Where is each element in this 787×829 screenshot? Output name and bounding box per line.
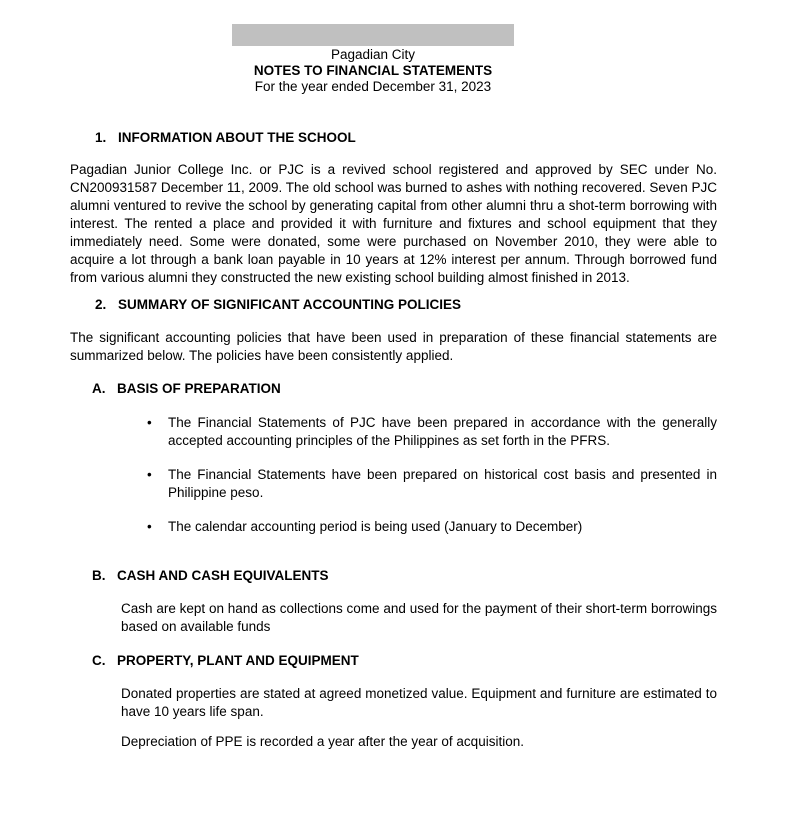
section-b-letter: B. [92,568,106,583]
list-item: • The Financial Statements have been prepared on historical cost basis and presented in Philippine peso. [168,466,717,502]
document-title: NOTES TO FINANCIAL STATEMENTS [253,63,493,78]
section-1-title: INFORMATION ABOUT THE SCHOOL [118,130,356,145]
section-2-number: 2. [95,297,107,312]
section-1-number: 1. [95,130,107,145]
section-1-body: Pagadian Junior College Inc. or PJC is a revived school registered and approved by SEC under No. CN200931587 December 11, 2009. The old school was burned to ashes with nothing recovered. Seven PJC alumni ventured to revive the school by generating capital from other alumni thru a shot-term borrowing with interest. The rented a place and provided it with furniture and fixtures and school equipment that they immediately need. Some were donated, some were purchased on November 2010, they were able to acquire a lot through a bank loan payable in 10 years at 12% interest per annum. Through borrowed fund from various alumni they constructed the new existing school building almost finished in 2013. [70,162,717,285]
section-a-title: BASIS OF PREPARATION [117,381,281,396]
section-c-heading [92,652,717,670]
document-page [0,24,787,829]
section-b-title: CASH AND CASH EQUIVALENTS [117,568,329,583]
list-item: • The calendar accounting period is being used (January to December) [168,518,717,536]
section-c-paragraph-1: Donated properties are stated at agreed monetized value. Equipment and furniture are estimated to have 10 years life span. [121,686,717,719]
section-1-heading [95,129,717,147]
section-2-title: SUMMARY OF SIGNIFICANT ACCOUNTING POLICIES [118,297,462,312]
redacted-name-bar [232,24,514,46]
section-c-title: PROPERTY, PLANT AND EQUIPMENT [117,653,359,668]
basis-of-preparation-list [70,414,717,536]
section-c-letter: C. [92,653,106,668]
section-a-heading [92,380,717,398]
header-city: Pagadian City [330,47,416,62]
document-period: For the year ended December 31, 2023 [254,79,492,94]
section-a-letter: A. [92,381,106,396]
section-2-body: The significant accounting policies that have been used in preparation of these financial statements are summarized below. The policies have been consistently applied. [70,330,717,363]
list-item: • The Financial Statements of PJC have been prepared in accordance with the generally accepted accounting principles of the Philippines as set forth in the PFRS. [168,414,717,450]
section-b-heading [92,567,717,585]
section-2-heading [95,296,717,314]
section-c-paragraph-2: Depreciation of PPE is recorded a year after the year of acquisition. [121,734,524,749]
section-b-body: Cash are kept on hand as collections come and used for the payment of their short-term borrowings based on available funds [121,601,717,634]
document-header [70,24,676,95]
